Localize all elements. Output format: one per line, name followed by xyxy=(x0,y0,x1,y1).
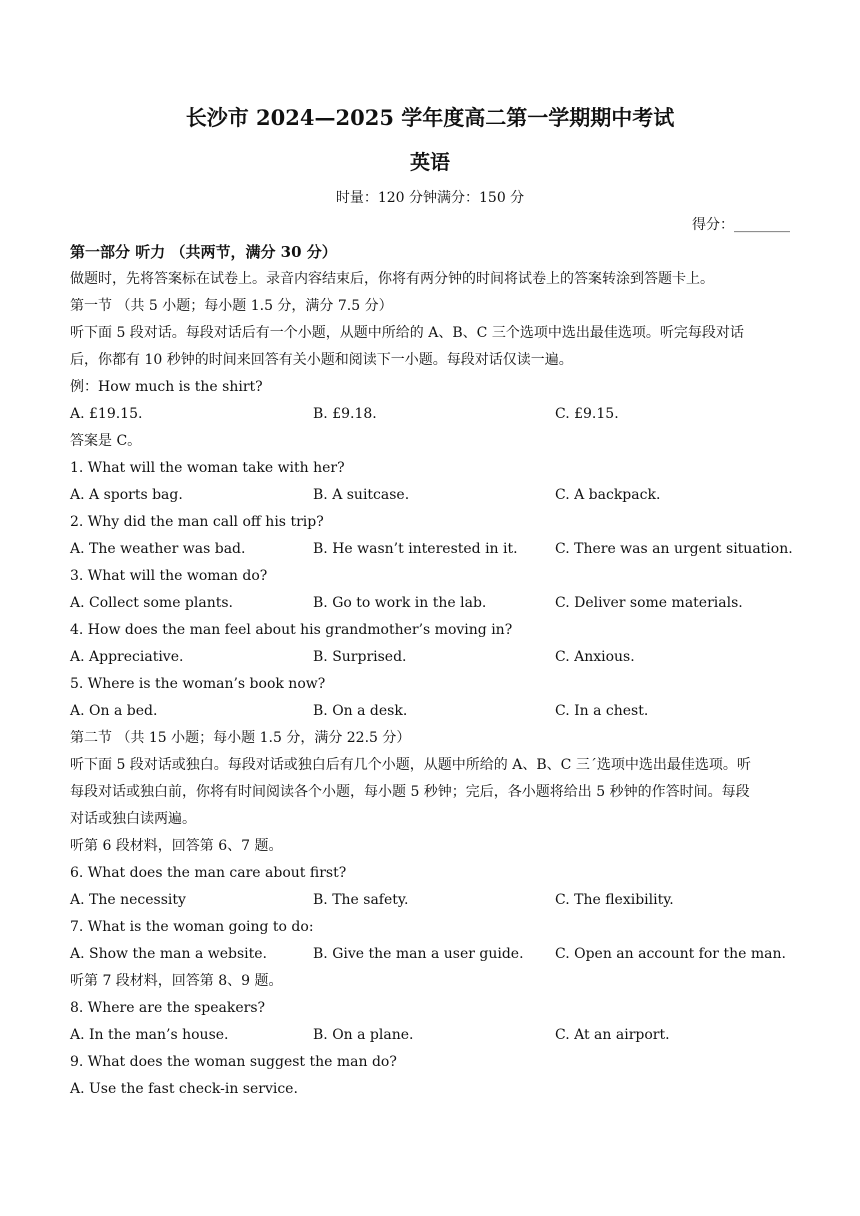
exam-title: 长沙市 2024—2025 学年度高二第一学期期中考试 xyxy=(185,105,675,130)
part1-heading: 第一部分 听力 （共两节，满分 30 分） xyxy=(70,243,337,261)
q2-option-c: C. There was an urgent situation. xyxy=(555,541,793,557)
q7-option-c: C. Open an account for the man. xyxy=(555,946,786,962)
question-4: 4. How does the man feel about his grandmother’s moving in? xyxy=(70,622,513,638)
q8-option-b: B. On a plane. xyxy=(313,1027,414,1043)
section1-instruction-line2: 后，你都有 10 秒钟的时间来回答有关小题和阅读下一小题。每段对话仅读一遍。 xyxy=(70,352,573,368)
q9-option-a: A. Use the fast check-in service. xyxy=(70,1081,298,1097)
question-3: 3. What will the woman do? xyxy=(70,568,268,584)
section2-instruction-line3: 对话或独白读两遍。 xyxy=(70,811,196,827)
q5-option-c: C. In a chest. xyxy=(555,703,649,719)
q1-option-c: C. A backpack. xyxy=(555,487,661,503)
example-question: 例：How much is the shirt? xyxy=(70,379,263,395)
material-6-note: 听第 6 段材料，回答第 6、7 题。 xyxy=(70,838,283,854)
question-6: 6. What does the man care about first? xyxy=(70,865,347,881)
section2-instruction-line2: 每段对话或独白前，你将有时间阅读各个小题，每小题 5 秒钟；完后，各小题将给出 5 秒钟的作答时间。每段 xyxy=(70,784,750,800)
time-score-line: 时量：120 分钟满分：150 分 xyxy=(335,190,525,206)
q3-option-c: C. Deliver some materials. xyxy=(555,595,743,611)
subject-title: 英语 xyxy=(410,150,450,174)
score-field: 得分：________ xyxy=(692,217,790,233)
question-9: 9. What does the woman suggest the man do? xyxy=(70,1054,397,1070)
example-option-c: C. £9.15. xyxy=(555,406,619,422)
section1-instruction-line1: 听下面 5 段对话。每段对话后有一个小题，从题中所给的 A、B、C 三个选项中选出最佳选项。听完每段对话 xyxy=(70,325,744,341)
q6-option-b: B. The safety. xyxy=(313,892,409,908)
q5-option-a: A. On a bed. xyxy=(70,703,158,719)
q4-option-b: B. Surprised. xyxy=(313,649,407,665)
q4-option-a: A. Appreciative. xyxy=(70,649,184,665)
q7-option-a: A. Show the man a website. xyxy=(70,946,267,962)
q3-option-a: A. Collect some plants. xyxy=(70,595,233,611)
example-option-a: A. £19.15. xyxy=(70,406,143,422)
q8-option-a: A. In the man’s house. xyxy=(70,1027,229,1043)
material-7-note: 听第 7 段材料，回答第 8、9 题。 xyxy=(70,973,283,989)
part1-instruction: 做题时，先将答案标在试卷上。录音内容结束后，你将有两分钟的时间将试卷上的答案转涂到答题卡上。 xyxy=(70,271,714,287)
question-7: 7. What is the woman going to do: xyxy=(70,919,314,935)
question-1: 1. What will the woman take with her? xyxy=(70,460,345,476)
example-option-b: B. £9.18. xyxy=(313,406,377,422)
question-2: 2. Why did the man call off his trip? xyxy=(70,514,324,530)
q2-option-b: B. He wasn’t interested in it. xyxy=(313,541,518,557)
q5-option-b: B. On a desk. xyxy=(313,703,408,719)
section2-instruction-line1: 听下面 5 段对话或独白。每段对话或独白后有几个小题，从题中所给的 A、B、C 三´选项中选出最佳选项。听 xyxy=(70,757,751,773)
section1-heading: 第一节 （共 5 小题；每小题 1.5 分，满分 7.5 分） xyxy=(70,298,393,314)
q4-option-c: C. Anxious. xyxy=(555,649,635,665)
question-5: 5. Where is the woman’s book now? xyxy=(70,676,326,692)
q3-option-b: B. Go to work in the lab. xyxy=(313,595,487,611)
q6-option-c: C. The flexibility. xyxy=(555,892,674,908)
q1-option-b: B. A suitcase. xyxy=(313,487,410,503)
section2-heading: 第二节 （共 15 小题；每小题 1.5 分，满分 22.5 分） xyxy=(70,730,411,746)
q2-option-a: A. The weather was bad. xyxy=(70,541,246,557)
q1-option-a: A. A sports bag. xyxy=(70,487,183,503)
q6-option-a: A. The necessity xyxy=(70,892,186,908)
example-answer: 答案是 C。 xyxy=(70,433,142,449)
q7-option-b: B. Give the man a user guide. xyxy=(313,946,524,962)
question-8: 8. Where are the speakers? xyxy=(70,1000,266,1016)
q8-option-c: C. At an airport. xyxy=(555,1027,670,1043)
